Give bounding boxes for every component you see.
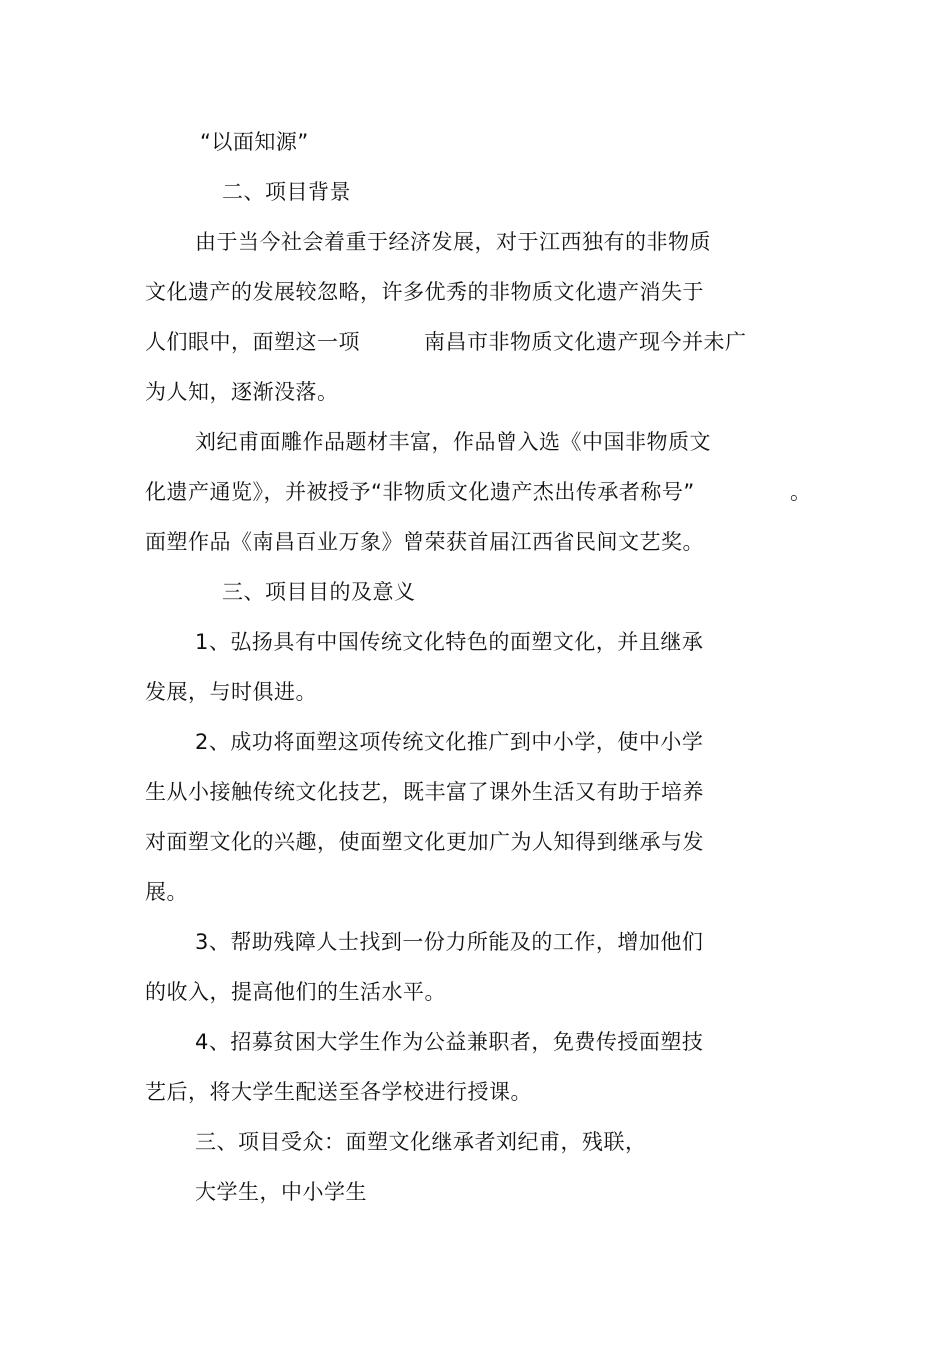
paragraph-line: 文化遗产的发展较忽略，许多优秀的非物质文化遗产消失于 bbox=[145, 280, 704, 304]
list-item-line: 展。 bbox=[145, 880, 188, 904]
paragraph-line: 为人知，逐渐没落。 bbox=[145, 380, 339, 404]
list-item-line: 艺后，将大学生配送至各学校进行授课。 bbox=[145, 1080, 532, 1104]
section-heading: 二、项目背景 bbox=[222, 180, 351, 204]
paragraph-line: 由于当今社会着重于经济发展，对于江西独有的非物质 bbox=[195, 230, 711, 254]
paragraph-line: 南昌市非物质文化遗产现今并未广 bbox=[424, 330, 747, 354]
section-heading: 三、项目受众：面塑文化继承者刘纪甫，残联， bbox=[195, 1130, 647, 1154]
list-item-line: 1、弘扬具有中国传统文化特色的面塑文化，并且继承 bbox=[195, 630, 704, 654]
list-item-line: 3、帮助残障人士找到一份力所能及的工作，增加他们 bbox=[195, 930, 704, 954]
list-item-line: 的收入，提高他们的生活水平。 bbox=[145, 980, 446, 1004]
list-item-line: 2、成功将面塑这项传统文化推广到中小学，使中小学 bbox=[195, 730, 704, 754]
paragraph-line: 刘纪甫面雕作品题材丰富，作品曾入选《中国非物质文 bbox=[195, 430, 711, 454]
paragraph-line: 人们眼中，面塑这一项 bbox=[145, 330, 360, 354]
paragraph-line: 面塑作品《南昌百业万象》曾荣获首届江西省民间文艺奖。 bbox=[145, 530, 704, 554]
paragraph-line: 化遗产通览》，并被授予“非物质文化遗产杰出传承者称号” bbox=[145, 480, 695, 504]
list-item-line: 生从小接触传统文化技艺，既丰富了课外生活又有助于培养 bbox=[145, 780, 704, 804]
paragraph-line: 。 bbox=[790, 480, 812, 504]
section-heading: 三、项目目的及意义 bbox=[222, 580, 416, 604]
quote-line: “以面知源” bbox=[200, 130, 309, 154]
list-item-line: 对面塑文化的兴趣，使面塑文化更加广为人知得到继承与发 bbox=[145, 830, 704, 854]
list-item-line: 发展，与时俱进。 bbox=[145, 680, 317, 704]
list-item-line: 4、招募贫困大学生作为公益兼职者，免费传授面塑技 bbox=[195, 1030, 704, 1054]
paragraph-line: 大学生，中小学生 bbox=[195, 1180, 367, 1204]
